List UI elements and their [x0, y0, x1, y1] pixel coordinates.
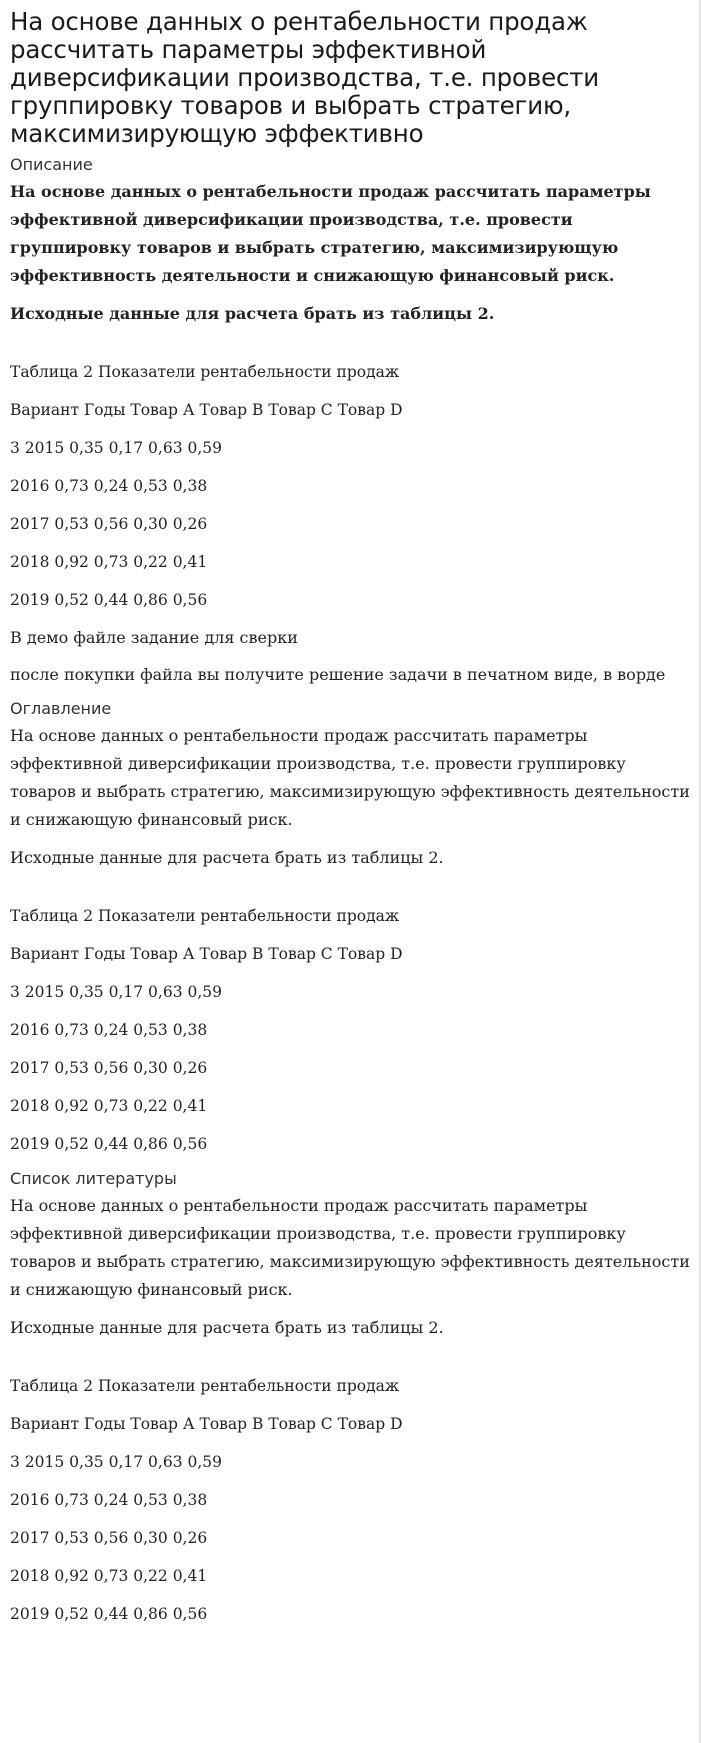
references-intro: На основе данных о рентабельности продаж рассчитать параметры эффективной диверсификации производства, т.е. провести группировку товаров и выбрать стратегию, максимизирующую эффективность деятельности и снижающую финансовый риск. — [10, 1196, 690, 1299]
references-table-row: 2016 0,73 0,24 0,53 0,38 — [10, 1491, 208, 1509]
description-source-note: Исходные данные для расчета брать из таблицы 2. — [10, 304, 495, 323]
references-label: Список литературы — [10, 1169, 177, 1188]
contents-table-row: 2017 0,53 0,56 0,30 0,26 — [10, 1059, 208, 1077]
contents-source-note: Исходные данные для расчета брать из таблицы 2. — [10, 848, 444, 867]
references-table-row: 2018 0,92 0,73 0,22 0,41 — [10, 1567, 208, 1585]
contents-table-title: Таблица 2 Показатели рентабельности продаж — [10, 907, 400, 925]
description-section — [10, 154, 691, 688]
references-table-header: Вариант Годы Товар А Товар В Товар С Товар D — [10, 1415, 403, 1433]
description-table-header: Вариант Годы Товар А Товар В Товар С Товар D — [10, 401, 403, 419]
contents-table-header: Вариант Годы Товар А Товар В Товар С Товар D — [10, 945, 403, 963]
description-intro: На основе данных о рентабельности продаж рассчитать параметры эффективной диверсификации производства, т.е. провести группировку товаров и выбрать стратегию, максимизирующую эффективность деятельности и снижающую финансовый риск. — [10, 182, 651, 285]
spacer — [10, 882, 691, 902]
purchase-note: после покупки файла вы получите решение задачи в печатном виде, в ворде — [10, 665, 666, 684]
description-table-row: 2017 0,53 0,56 0,30 0,26 — [10, 515, 208, 533]
description-table-row: 2018 0,92 0,73 0,22 0,41 — [10, 553, 208, 571]
spacer — [10, 338, 691, 358]
references-table-row: 2019 0,52 0,44 0,86 0,56 — [10, 1605, 208, 1623]
references-table-row: 3 2015 0,35 0,17 0,63 0,59 — [10, 1453, 222, 1471]
contents-table-row: 2018 0,92 0,73 0,22 0,41 — [10, 1097, 208, 1115]
references-table-row: 2017 0,53 0,56 0,30 0,26 — [10, 1529, 208, 1547]
contents-label: Оглавление — [10, 699, 112, 718]
description-table-row: 3 2015 0,35 0,17 0,63 0,59 — [10, 439, 222, 457]
contents-table-row: 2016 0,73 0,24 0,53 0,38 — [10, 1021, 208, 1039]
description-label: Описание — [10, 155, 93, 174]
contents-intro: На основе данных о рентабельности продаж рассчитать параметры эффективной диверсификации производства, т.е. провести группировку товаров и выбрать стратегию, максимизирующую эффективность деятельности и снижающую финансовый риск. — [10, 726, 690, 829]
references-source-note: Исходные данные для расчета брать из таблицы 2. — [10, 1318, 444, 1337]
demo-note: В демо файле задание для сверки — [10, 628, 298, 647]
references-table-title: Таблица 2 Показатели рентабельности продаж — [10, 1377, 400, 1395]
contents-section — [10, 698, 691, 1158]
spacer — [10, 1352, 691, 1372]
contents-table-row: 3 2015 0,35 0,17 0,63 0,59 — [10, 983, 222, 1001]
description-table-title: Таблица 2 Показатели рентабельности продаж — [10, 363, 400, 381]
description-table-row: 2016 0,73 0,24 0,53 0,38 — [10, 477, 208, 495]
references-section — [10, 1168, 691, 1628]
description-table-row: 2019 0,52 0,44 0,86 0,56 — [10, 591, 208, 609]
page-title: На основе данных о рентабельности продаж рассчитать параметры эффективной диверсификации производства, т.е. провести группировку товаров и выбрать стратегию, максимизирующую эффективно — [10, 7, 600, 148]
contents-table-row: 2019 0,52 0,44 0,86 0,56 — [10, 1135, 208, 1153]
